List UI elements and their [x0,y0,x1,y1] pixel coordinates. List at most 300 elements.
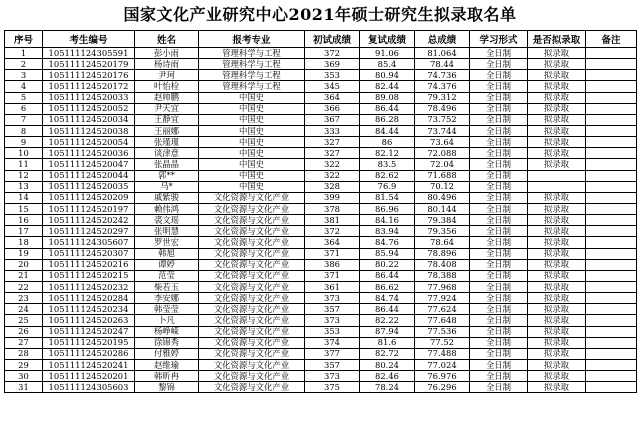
table-row [5,114,637,125]
cell-initial-score: 328 [305,181,360,192]
cell-major: 管理科学与工程 [199,70,305,81]
table-row [5,181,637,192]
cell-major: 文化资源与文化产业 [199,359,305,370]
cell-seq: 15 [5,203,43,214]
cell-retest-score: 86.44 [360,103,415,114]
cell-initial-score: 371 [305,270,360,281]
cell-study-mode: 全日制 [470,281,528,292]
cell-total-score: 74.736 [415,70,470,81]
table-row [5,103,637,114]
cell-name: 徐锦秀 [135,337,199,348]
cell-major: 中国史 [199,148,305,159]
cell-retest-score: 76.9 [360,181,415,192]
cell-study-mode: 全日制 [470,293,528,304]
cell-retest-score: 82.62 [360,170,415,181]
cell-seq: 7 [5,114,43,125]
page-title: 国家文化产业研究中心2021年硕士研究生拟录取名单 [123,5,517,24]
cell-admitted: 拟录取 [528,315,586,326]
table-row [5,70,637,81]
cell-total-score: 73.64 [415,137,470,148]
cell-candidate-id: 105111124520216 [43,259,135,270]
cell-candidate-id: 105111124520038 [43,125,135,136]
cell-candidate-id: 105111124520176 [43,70,135,81]
cell-initial-score: 361 [305,281,360,292]
cell-remarks [586,248,637,259]
cell-admitted: 拟录取 [528,203,586,214]
cell-admitted: 拟录取 [528,81,586,92]
cell-study-mode: 全日制 [470,304,528,315]
cell-study-mode: 全日制 [470,137,528,148]
cell-candidate-id: 105111124520054 [43,137,135,148]
cell-study-mode: 全日制 [470,259,528,270]
cell-major: 文化资源与文化产业 [199,270,305,281]
cell-initial-score: 375 [305,382,360,393]
cell-candidate-id: 105111124520034 [43,114,135,125]
cell-major: 文化资源与文化产业 [199,348,305,359]
cell-study-mode: 全日制 [470,237,528,248]
cell-major: 文化资源与文化产业 [199,382,305,393]
col-header-seq: 序号 [5,31,43,48]
cell-admitted: 拟录取 [528,259,586,270]
cell-retest-score: 80.24 [360,359,415,370]
cell-initial-score: 364 [305,92,360,103]
cell-remarks [586,293,637,304]
col-header-admitted: 是否拟录取 [528,31,586,48]
admission-table [4,30,637,393]
cell-total-score: 73.744 [415,125,470,136]
cell-name: 赵维瑜 [135,359,199,370]
col-header-name: 姓名 [135,31,199,48]
cell-remarks [586,114,637,125]
cell-name: 彭小雨 [135,48,199,59]
cell-retest-score: 78.24 [360,382,415,393]
cell-initial-score: 327 [305,148,360,159]
cell-remarks [586,270,637,281]
cell-remarks [586,59,637,70]
cell-initial-score: 322 [305,159,360,170]
cell-name: 赖伟鸿 [135,203,199,214]
cell-admitted: 拟录取 [528,248,586,259]
cell-name: 张瑾瑾 [135,137,199,148]
cell-retest-score: 89.08 [360,92,415,103]
col-header-total-score: 总成绩 [415,31,470,48]
cell-admitted: 拟录取 [528,382,586,393]
cell-total-score: 80.144 [415,203,470,214]
cell-major: 中国史 [199,137,305,148]
cell-admitted: 拟录取 [528,103,586,114]
table-row [5,203,637,214]
table-row [5,382,637,393]
cell-name: 郭** [135,170,199,181]
cell-study-mode: 全日制 [470,371,528,382]
cell-study-mode: 全日制 [470,359,528,370]
cell-name: 韩旭 [135,248,199,259]
cell-total-score: 78.496 [415,103,470,114]
cell-initial-score: 378 [305,203,360,214]
cell-initial-score: 399 [305,192,360,203]
cell-name: 裘文瑶 [135,215,199,226]
cell-admitted: 拟录取 [528,148,586,159]
cell-total-score: 78.896 [415,248,470,259]
cell-candidate-id: 105111124520307 [43,248,135,259]
cell-retest-score: 87.94 [360,326,415,337]
cell-remarks [586,92,637,103]
cell-candidate-id: 105111124520286 [43,348,135,359]
cell-initial-score: 372 [305,48,360,59]
cell-candidate-id: 105111124520284 [43,293,135,304]
table-row [5,137,637,148]
cell-remarks [586,359,637,370]
cell-seq: 12 [5,170,43,181]
cell-seq: 31 [5,382,43,393]
cell-seq: 16 [5,215,43,226]
cell-initial-score: 333 [305,125,360,136]
cell-candidate-id: 105111124520241 [43,359,135,370]
cell-seq: 2 [5,59,43,70]
cell-candidate-id: 105111124520234 [43,304,135,315]
table-body [5,48,637,393]
cell-major: 中国史 [199,159,305,170]
cell-admitted: 拟录取 [528,70,586,81]
cell-total-score: 81.064 [415,48,470,59]
cell-admitted: 拟录取 [528,48,586,59]
cell-major: 文化资源与文化产业 [199,315,305,326]
table-row [5,337,637,348]
cell-admitted: 拟录取 [528,281,586,292]
cell-admitted: 拟录取 [528,192,586,203]
cell-total-score: 79.384 [415,215,470,226]
cell-total-score: 77.536 [415,326,470,337]
cell-remarks [586,348,637,359]
cell-total-score: 70.12 [415,181,470,192]
cell-retest-score: 91.06 [360,48,415,59]
cell-total-score: 72.04 [415,159,470,170]
cell-study-mode: 全日制 [470,348,528,359]
table-row [5,215,637,226]
table-row [5,59,637,70]
cell-seq: 3 [5,70,43,81]
cell-seq: 30 [5,371,43,382]
cell-name: 张明慧 [135,226,199,237]
cell-major: 文化资源与文化产业 [199,293,305,304]
cell-remarks [586,81,637,92]
table-row [5,270,637,281]
cell-study-mode: 全日制 [470,215,528,226]
cell-total-score: 74.376 [415,81,470,92]
cell-total-score: 73.752 [415,114,470,125]
cell-major: 文化资源与文化产业 [199,203,305,214]
cell-admitted [528,181,586,192]
cell-major: 管理科学与工程 [199,48,305,59]
col-header-remarks: 备注 [586,31,637,48]
cell-seq: 6 [5,103,43,114]
cell-name: 谈津意 [135,148,199,159]
cell-initial-score: 345 [305,81,360,92]
cell-name: 叶怡栓 [135,81,199,92]
table-row [5,226,637,237]
cell-seq: 19 [5,248,43,259]
table-row [5,348,637,359]
cell-initial-score: 327 [305,137,360,148]
cell-study-mode: 全日制 [470,125,528,136]
cell-name: 王丽娜 [135,125,199,136]
table-row [5,125,637,136]
cell-retest-score: 86.62 [360,281,415,292]
cell-major: 文化资源与文化产业 [199,226,305,237]
cell-study-mode: 全日制 [470,70,528,81]
cell-candidate-id: 105111124520297 [43,226,135,237]
cell-admitted: 拟录取 [528,359,586,370]
cell-candidate-id: 105111124305603 [43,382,135,393]
cell-study-mode: 全日制 [470,337,528,348]
cell-name: 王静宜 [135,114,199,125]
cell-retest-score: 82.12 [360,148,415,159]
cell-remarks [586,315,637,326]
table-row [5,259,637,270]
cell-total-score: 78.408 [415,259,470,270]
cell-seq: 14 [5,192,43,203]
cell-retest-score: 81.6 [360,337,415,348]
cell-initial-score: 372 [305,226,360,237]
cell-study-mode: 全日制 [470,382,528,393]
cell-retest-score: 83.94 [360,226,415,237]
cell-major: 文化资源与文化产业 [199,192,305,203]
cell-initial-score: 366 [305,103,360,114]
cell-name: 尹天宜 [135,103,199,114]
cell-remarks [586,382,637,393]
table-row [5,81,637,92]
cell-admitted: 拟录取 [528,159,586,170]
cell-study-mode: 全日制 [470,114,528,125]
cell-total-score: 79.356 [415,226,470,237]
col-header-retest-score: 复试成绩 [360,31,415,48]
cell-remarks [586,226,637,237]
col-header-candidate-id: 考生编号 [43,31,135,48]
cell-candidate-id: 105111124520047 [43,159,135,170]
cell-admitted: 拟录取 [528,92,586,103]
cell-remarks [586,170,637,181]
cell-name: 杨诗雨 [135,59,199,70]
cell-major: 文化资源与文化产业 [199,304,305,315]
cell-name: 谭婷 [135,259,199,270]
table-row [5,148,637,159]
col-header-study-mode: 学习形式 [470,31,528,48]
cell-admitted: 拟录取 [528,114,586,125]
cell-major: 文化资源与文化产业 [199,248,305,259]
cell-major: 文化资源与文化产业 [199,337,305,348]
cell-total-score: 78.388 [415,270,470,281]
cell-seq: 18 [5,237,43,248]
col-header-initial-score: 初试成绩 [305,31,360,48]
cell-remarks [586,48,637,59]
cell-retest-score: 84.16 [360,215,415,226]
cell-admitted: 拟录取 [528,237,586,248]
cell-remarks [586,237,637,248]
table-row [5,371,637,382]
cell-total-score: 77.52 [415,337,470,348]
cell-retest-score: 84.74 [360,293,415,304]
cell-study-mode: 全日制 [470,92,528,103]
cell-initial-score: 357 [305,359,360,370]
cell-name: 戚紫骏 [135,192,199,203]
cell-initial-score: 367 [305,114,360,125]
cell-admitted: 拟录取 [528,59,586,70]
cell-major: 文化资源与文化产业 [199,259,305,270]
cell-candidate-id: 105111124520052 [43,103,135,114]
cell-remarks [586,125,637,136]
cell-retest-score: 82.46 [360,371,415,382]
cell-seq: 11 [5,159,43,170]
cell-remarks [586,70,637,81]
cell-seq: 9 [5,137,43,148]
cell-major: 文化资源与文化产业 [199,326,305,337]
cell-study-mode: 全日制 [470,326,528,337]
cell-total-score: 80.496 [415,192,470,203]
cell-study-mode: 全日制 [470,170,528,181]
table-row [5,237,637,248]
cell-name: 罗世宏 [135,237,199,248]
cell-admitted: 拟录取 [528,137,586,148]
cell-retest-score: 80.94 [360,70,415,81]
cell-study-mode: 全日制 [470,81,528,92]
cell-admitted: 拟录取 [528,304,586,315]
table-header-row [5,31,637,48]
cell-candidate-id: 105111124520036 [43,148,135,159]
cell-total-score: 78.44 [415,59,470,70]
cell-retest-score: 83.5 [360,159,415,170]
cell-total-score: 77.488 [415,348,470,359]
cell-study-mode: 全日制 [470,181,528,192]
cell-study-mode: 全日制 [470,270,528,281]
table-row [5,293,637,304]
cell-name: 李安娜 [135,293,199,304]
cell-total-score: 77.648 [415,315,470,326]
cell-candidate-id: 105111124520172 [43,81,135,92]
cell-remarks [586,159,637,170]
cell-name: 韩昕冉 [135,371,199,382]
cell-initial-score: 369 [305,59,360,70]
cell-remarks [586,371,637,382]
cell-retest-score: 86.28 [360,114,415,125]
cell-seq: 10 [5,148,43,159]
cell-initial-score: 322 [305,170,360,181]
cell-major: 中国史 [199,114,305,125]
table-row [5,192,637,203]
cell-candidate-id: 105111124520263 [43,315,135,326]
cell-candidate-id: 105111124520035 [43,181,135,192]
cell-initial-score: 377 [305,348,360,359]
cell-remarks [586,203,637,214]
cell-candidate-id: 105111124520247 [43,326,135,337]
cell-study-mode: 全日制 [470,192,528,203]
table-row [5,248,637,259]
cell-seq: 23 [5,293,43,304]
cell-admitted: 拟录取 [528,270,586,281]
cell-name: 韩莹莹 [135,304,199,315]
cell-seq: 28 [5,348,43,359]
table-row [5,48,637,59]
cell-study-mode: 全日制 [470,248,528,259]
cell-candidate-id: 105111124520201 [43,371,135,382]
cell-retest-score: 86.44 [360,270,415,281]
table-row [5,359,637,370]
cell-admitted: 拟录取 [528,293,586,304]
cell-major: 中国史 [199,125,305,136]
cell-major: 管理科学与工程 [199,59,305,70]
cell-major: 中国史 [199,103,305,114]
cell-remarks [586,326,637,337]
cell-retest-score: 85.94 [360,248,415,259]
cell-study-mode: 全日制 [470,315,528,326]
cell-initial-score: 373 [305,293,360,304]
cell-admitted [528,170,586,181]
cell-study-mode: 全日制 [470,226,528,237]
cell-admitted: 拟录取 [528,348,586,359]
cell-seq: 24 [5,304,43,315]
cell-initial-score: 357 [305,304,360,315]
cell-major: 管理科学与工程 [199,81,305,92]
cell-seq: 25 [5,315,43,326]
cell-remarks [586,215,637,226]
cell-initial-score: 373 [305,371,360,382]
cell-remarks [586,103,637,114]
cell-initial-score: 381 [305,215,360,226]
cell-major: 中国史 [199,92,305,103]
cell-total-score: 72.088 [415,148,470,159]
cell-initial-score: 386 [305,259,360,270]
cell-name: 卜凡 [135,315,199,326]
cell-remarks [586,192,637,203]
cell-major: 文化资源与文化产业 [199,215,305,226]
col-header-major: 报考专业 [199,31,305,48]
cell-seq: 13 [5,181,43,192]
cell-remarks [586,304,637,315]
cell-retest-score: 81.54 [360,192,415,203]
cell-seq: 21 [5,270,43,281]
cell-seq: 26 [5,326,43,337]
table-row [5,281,637,292]
cell-study-mode: 全日制 [470,103,528,114]
cell-remarks [586,137,637,148]
cell-name: 杨峥嵘 [135,326,199,337]
cell-retest-score: 86.96 [360,203,415,214]
cell-initial-score: 371 [305,248,360,259]
cell-admitted: 拟录取 [528,326,586,337]
cell-name: 张晶晶 [135,159,199,170]
cell-retest-score: 86.44 [360,304,415,315]
cell-initial-score: 353 [305,70,360,81]
cell-admitted: 拟录取 [528,215,586,226]
cell-name: 黎锦 [135,382,199,393]
cell-major: 文化资源与文化产业 [199,371,305,382]
table-row [5,326,637,337]
cell-retest-score: 82.22 [360,315,415,326]
cell-name: 柴若玉 [135,281,199,292]
cell-seq: 5 [5,92,43,103]
cell-name: 尹珂 [135,70,199,81]
cell-candidate-id: 105111124520179 [43,59,135,70]
cell-retest-score: 84.76 [360,237,415,248]
cell-candidate-id: 105111124520215 [43,270,135,281]
table-row [5,304,637,315]
cell-name: 付雅婷 [135,348,199,359]
cell-retest-score: 82.72 [360,348,415,359]
cell-retest-score: 80.22 [360,259,415,270]
table-row [5,159,637,170]
cell-study-mode: 全日制 [470,59,528,70]
cell-candidate-id: 105111124520044 [43,170,135,181]
cell-total-score: 76.296 [415,382,470,393]
